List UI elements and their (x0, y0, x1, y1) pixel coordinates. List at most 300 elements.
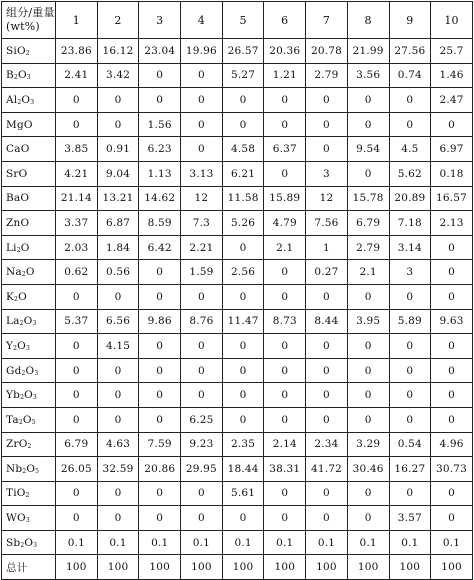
value-cell: 3.13 (181, 161, 223, 186)
component-name-part: O (20, 241, 30, 254)
value-cell: 100 (56, 555, 98, 580)
value-cell: 100 (264, 555, 306, 580)
value-cell: 0 (222, 334, 264, 359)
column-header: 9 (389, 2, 431, 39)
component-name-part: O (25, 364, 35, 377)
value-cell: 0 (222, 358, 264, 383)
value-cell: 0.1 (306, 530, 348, 555)
value-cell: 0 (347, 383, 389, 408)
value-cell: 0 (222, 112, 264, 137)
value-cell: 0.54 (389, 432, 431, 457)
value-cell: 12 (306, 186, 348, 211)
table-row (2, 555, 473, 580)
value-cell: 0 (97, 383, 139, 408)
table-row (2, 358, 473, 383)
component-name-part: Ti (6, 487, 17, 500)
component-name-cell (2, 481, 56, 506)
value-cell: 0 (306, 112, 348, 137)
value-cell: 4.5 (389, 137, 431, 162)
value-cell: 0 (139, 383, 181, 408)
value-cell: 0 (389, 334, 431, 359)
value-cell: 3.56 (347, 63, 389, 88)
component-name-subscript: 5 (31, 418, 36, 426)
component-name-subscript: 3 (25, 517, 30, 525)
component-name-part: Sb (6, 536, 21, 549)
component-name-cell (2, 112, 56, 137)
value-cell: 0.91 (97, 137, 139, 162)
value-cell: 3 (389, 260, 431, 285)
component-name (6, 389, 37, 401)
value-cell: 9.86 (139, 309, 181, 334)
value-cell: 100 (431, 555, 473, 580)
value-cell: 3.14 (389, 235, 431, 260)
value-cell: 1.13 (139, 161, 181, 186)
value-cell: 18.44 (222, 457, 264, 482)
column-header: 6 (264, 2, 306, 39)
value-cell: 0 (222, 383, 264, 408)
component-name (6, 291, 27, 303)
value-cell: 3.85 (56, 137, 98, 162)
value-cell: 0.74 (389, 63, 431, 88)
value-cell: 1.21 (264, 63, 306, 88)
value-cell: 0 (347, 161, 389, 186)
table-row (2, 63, 473, 88)
component-name (6, 438, 32, 450)
value-cell: 2.35 (222, 432, 264, 457)
component-name-cell (2, 358, 56, 383)
value-cell: 13.21 (97, 186, 139, 211)
value-cell: 0 (306, 506, 348, 531)
value-cell: 0 (97, 506, 139, 531)
value-cell: 0 (181, 334, 223, 359)
value-cell: 6.97 (431, 137, 473, 162)
component-name-cell (2, 530, 56, 555)
value-cell: 26.57 (222, 39, 264, 64)
component-name-part: O (17, 69, 27, 82)
component-name-part: Ta (6, 413, 19, 426)
value-cell: 0 (139, 334, 181, 359)
value-cell: 0 (347, 334, 389, 359)
component-name-part: O (16, 487, 26, 500)
value-cell: 0 (264, 112, 306, 137)
value-cell: 21.14 (56, 186, 98, 211)
value-cell: 6.79 (347, 211, 389, 236)
value-cell: 0 (181, 358, 223, 383)
table-row (2, 383, 473, 408)
value-cell: 21.99 (347, 39, 389, 64)
value-cell: 16.27 (389, 457, 431, 482)
component-name-cell (2, 137, 56, 162)
component-name-cell (2, 284, 56, 309)
component-name-part: Si (6, 44, 17, 57)
value-cell: 0 (431, 407, 473, 432)
value-cell: 0 (431, 334, 473, 359)
component-name-cell (2, 161, 56, 186)
value-cell: 100 (139, 555, 181, 580)
value-cell: 100 (97, 555, 139, 580)
value-cell: 0 (264, 334, 306, 359)
component-name (6, 512, 30, 524)
table-row (2, 334, 473, 359)
value-cell: 0 (181, 137, 223, 162)
component-name-subscript: 2 (13, 74, 18, 82)
component-name (6, 168, 27, 180)
value-cell: 0 (431, 481, 473, 506)
component-name-part: CaO (6, 143, 30, 156)
table-row (2, 88, 473, 113)
component-name-cell (2, 309, 56, 334)
value-cell: 1.59 (181, 260, 223, 285)
value-cell: 32.59 (97, 457, 139, 482)
value-cell: 0 (139, 481, 181, 506)
table-row (2, 260, 473, 285)
table-row (2, 211, 473, 236)
value-cell: 7.18 (389, 211, 431, 236)
value-cell: 0 (389, 407, 431, 432)
component-name-part: O (18, 438, 28, 451)
column-header: 8 (347, 2, 389, 39)
value-cell: 0 (264, 358, 306, 383)
value-cell: 0.18 (431, 161, 473, 186)
component-name-part: MgO (6, 118, 33, 131)
value-cell: 0 (264, 260, 306, 285)
value-cell: 2.1 (264, 235, 306, 260)
value-cell: 14.62 (139, 186, 181, 211)
table-row (2, 506, 473, 531)
value-cell: 3.95 (347, 309, 389, 334)
component-name-subscript: 3 (32, 320, 37, 328)
value-cell: 100 (222, 555, 264, 580)
value-cell: 0 (264, 161, 306, 186)
value-cell: 3.29 (347, 432, 389, 457)
table-body (2, 2, 473, 580)
component-name-part: BaO (6, 192, 30, 205)
component-name-part: Y (6, 339, 14, 352)
value-cell: 0 (264, 284, 306, 309)
value-cell: 6.21 (222, 161, 264, 186)
value-cell: 0 (347, 481, 389, 506)
value-cell: 100 (347, 555, 389, 580)
value-cell: 0 (56, 383, 98, 408)
component-name-subscript: 2 (18, 418, 23, 426)
component-name-subscript: 3 (30, 98, 35, 106)
component-name-subscript: 3 (32, 394, 37, 402)
value-cell: 2.41 (56, 63, 98, 88)
value-cell: 0 (431, 284, 473, 309)
component-name (6, 266, 35, 278)
value-cell: 0 (306, 334, 348, 359)
value-cell: 16.12 (97, 39, 139, 64)
component-name-cell (2, 457, 56, 482)
value-cell: 0.1 (56, 530, 98, 555)
header-row (2, 2, 473, 39)
value-cell: 0 (56, 358, 98, 383)
value-cell: 11.58 (222, 186, 264, 211)
component-name (6, 94, 34, 106)
component-name (6, 69, 31, 81)
value-cell: 6.87 (97, 211, 139, 236)
value-cell: 4.96 (431, 432, 473, 457)
value-cell: 0 (306, 88, 348, 113)
component-name-cell (2, 555, 56, 580)
value-cell: 2.13 (431, 211, 473, 236)
value-cell: 5.62 (389, 161, 431, 186)
component-name-part: Zr (6, 438, 19, 451)
column-header: 4 (181, 2, 223, 39)
value-cell: 0 (306, 358, 348, 383)
component-name-part: O (23, 315, 33, 328)
value-cell: 0 (97, 284, 139, 309)
value-cell: 3.57 (389, 506, 431, 531)
component-name-cell (2, 260, 56, 285)
value-cell: 19.96 (181, 39, 223, 64)
component-name (6, 192, 29, 204)
value-cell: 2.56 (222, 260, 264, 285)
value-cell: 0 (306, 284, 348, 309)
value-cell: 0 (56, 88, 98, 113)
table-row (2, 112, 473, 137)
component-name-subscript: 2 (25, 49, 30, 57)
value-cell: 2.47 (431, 88, 473, 113)
corner-header: 组分/重量(wt%) (2, 2, 56, 39)
value-cell: 0 (97, 112, 139, 137)
component-name-subscript: 3 (33, 541, 38, 549)
component-name-part: O (22, 413, 32, 426)
component-name (6, 143, 30, 155)
component-name-subscript: 2 (16, 246, 21, 254)
component-name-part: Al (6, 93, 18, 106)
component-name-subscript: 3 (34, 369, 39, 377)
table-row (2, 457, 473, 482)
value-cell: 0 (181, 383, 223, 408)
component-name (6, 537, 37, 549)
component-name (6, 217, 29, 229)
value-cell: 0 (222, 284, 264, 309)
value-cell: 3.37 (56, 211, 98, 236)
value-cell: 0 (264, 481, 306, 506)
value-cell: 0 (97, 407, 139, 432)
value-cell: 0.1 (264, 530, 306, 555)
component-name-part: O (18, 290, 27, 303)
component-name-part: O (16, 44, 26, 57)
value-cell: 0 (389, 88, 431, 113)
value-cell: 0 (97, 481, 139, 506)
component-name-part: Gd (6, 364, 22, 377)
value-cell: 6.23 (139, 137, 181, 162)
value-cell: 100 (389, 555, 431, 580)
value-cell: 0 (389, 358, 431, 383)
value-cell: 0 (222, 407, 264, 432)
component-name-part: O (17, 339, 26, 352)
value-cell: 0 (306, 383, 348, 408)
component-name-cell (2, 186, 56, 211)
value-cell: 3.42 (97, 63, 139, 88)
value-cell: 0 (306, 407, 348, 432)
value-cell: 0 (139, 284, 181, 309)
component-name-part: O (17, 512, 26, 525)
value-cell: 0 (139, 358, 181, 383)
table-row (2, 284, 473, 309)
value-cell: 2.1 (347, 260, 389, 285)
component-name-cell (2, 383, 56, 408)
table-row (2, 137, 473, 162)
value-cell: 0 (139, 407, 181, 432)
value-cell: 20.36 (264, 39, 306, 64)
value-cell: 0 (347, 112, 389, 137)
component-name-subscript: 2 (27, 443, 32, 451)
component-name-cell (2, 63, 56, 88)
column-header: 5 (222, 2, 264, 39)
table-row (2, 432, 473, 457)
component-name-cell (2, 506, 56, 531)
table-row (2, 407, 473, 432)
component-name-part: O (21, 93, 31, 106)
composition-table (1, 1, 473, 580)
value-cell: 8.59 (139, 211, 181, 236)
value-cell: 0 (222, 506, 264, 531)
value-cell: 0 (56, 334, 98, 359)
table-row (2, 161, 473, 186)
value-cell: 0 (56, 284, 98, 309)
value-cell: 8.73 (264, 309, 306, 334)
value-cell: 0 (181, 112, 223, 137)
value-cell: 0 (389, 284, 431, 309)
value-cell: 0 (222, 235, 264, 260)
value-cell: 0 (139, 506, 181, 531)
value-cell: 4.58 (222, 137, 264, 162)
table-row (2, 186, 473, 211)
component-name-subscript: 3 (26, 74, 31, 82)
value-cell: 0 (181, 63, 223, 88)
table-row (2, 235, 473, 260)
value-cell: 30.73 (431, 457, 473, 482)
component-name-cell (2, 407, 56, 432)
value-cell: 5.89 (389, 309, 431, 334)
value-cell: 6.79 (56, 432, 98, 457)
component-name-part: Na (6, 266, 22, 279)
value-cell: 20.89 (389, 186, 431, 211)
value-cell: 4.15 (97, 334, 139, 359)
component-name (6, 119, 33, 131)
value-cell: 5.27 (222, 63, 264, 88)
value-cell: 0 (139, 88, 181, 113)
component-name-part: O (26, 462, 36, 475)
value-cell: 0 (56, 506, 98, 531)
column-header: 3 (139, 2, 181, 39)
value-cell: 7.59 (139, 432, 181, 457)
value-cell: 29.95 (181, 457, 223, 482)
component-name-part: Nb (6, 462, 23, 475)
value-cell: 0 (56, 407, 98, 432)
component-name-subscript: 2 (25, 492, 30, 500)
value-cell: 5.37 (56, 309, 98, 334)
component-name-subscript: 2 (21, 369, 26, 377)
value-cell: 9.04 (97, 161, 139, 186)
value-cell: 8.76 (181, 309, 223, 334)
component-name-part: ZnO (6, 216, 30, 229)
value-cell: 0 (56, 481, 98, 506)
component-name-part: Yb (6, 389, 21, 402)
component-name-cell (2, 432, 56, 457)
column-header: 1 (56, 2, 98, 39)
component-name-part: O (24, 389, 33, 402)
component-name-cell (2, 235, 56, 260)
value-cell: 9.54 (347, 137, 389, 162)
value-cell: 25.7 (431, 39, 473, 64)
value-cell: 0 (431, 383, 473, 408)
value-cell: 0 (431, 506, 473, 531)
component-name (6, 242, 30, 254)
value-cell: 0.27 (306, 260, 348, 285)
component-name-part: O (24, 536, 34, 549)
component-name (6, 315, 37, 327)
component-name (6, 463, 39, 475)
component-name (6, 487, 30, 499)
value-cell: 0 (306, 481, 348, 506)
component-name-cell (2, 88, 56, 113)
component-name-cell (2, 334, 56, 359)
value-cell: 0 (181, 481, 223, 506)
component-name (6, 365, 38, 377)
value-cell: 0 (347, 358, 389, 383)
value-cell: 0.1 (139, 530, 181, 555)
value-cell: 2.79 (347, 235, 389, 260)
value-cell: 6.37 (264, 137, 306, 162)
value-cell: 2.03 (56, 235, 98, 260)
component-name-subscript: 2 (20, 541, 25, 549)
value-cell: 0 (306, 137, 348, 162)
value-cell: 0 (389, 383, 431, 408)
value-cell: 0 (181, 88, 223, 113)
value-cell: 0.62 (56, 260, 98, 285)
table-row (2, 530, 473, 555)
value-cell: 6.42 (139, 235, 181, 260)
component-name-cell (2, 39, 56, 64)
value-cell: 0 (139, 260, 181, 285)
value-cell: 9.63 (431, 309, 473, 334)
value-cell: 0.1 (97, 530, 139, 555)
value-cell: 0 (264, 88, 306, 113)
column-header: 10 (431, 2, 473, 39)
component-name (6, 414, 36, 426)
component-name-subscript: 2 (14, 295, 19, 303)
value-cell: 12 (181, 186, 223, 211)
component-name (6, 45, 30, 57)
component-name-part: K (6, 290, 15, 303)
value-cell: 0.1 (431, 530, 473, 555)
value-cell: 1.84 (97, 235, 139, 260)
value-cell: 4.21 (56, 161, 98, 186)
value-cell: 30.46 (347, 457, 389, 482)
component-name-subscript: 2 (19, 320, 24, 328)
value-cell: 0 (347, 506, 389, 531)
value-cell: 0 (181, 506, 223, 531)
value-cell: 0.1 (222, 530, 264, 555)
value-cell: 15.78 (347, 186, 389, 211)
column-header: 7 (306, 2, 348, 39)
component-name-subscript: 3 (25, 344, 31, 352)
value-cell: 5.26 (222, 211, 264, 236)
value-cell: 7.3 (181, 211, 223, 236)
component-name-part: SrO (6, 167, 28, 180)
component-name-part: W (6, 512, 17, 525)
value-cell: 4.63 (97, 432, 139, 457)
value-cell: 0.56 (97, 260, 139, 285)
value-cell: 9.23 (181, 432, 223, 457)
value-cell: 20.86 (139, 457, 181, 482)
value-cell: 0 (347, 407, 389, 432)
value-cell: 2.14 (264, 432, 306, 457)
